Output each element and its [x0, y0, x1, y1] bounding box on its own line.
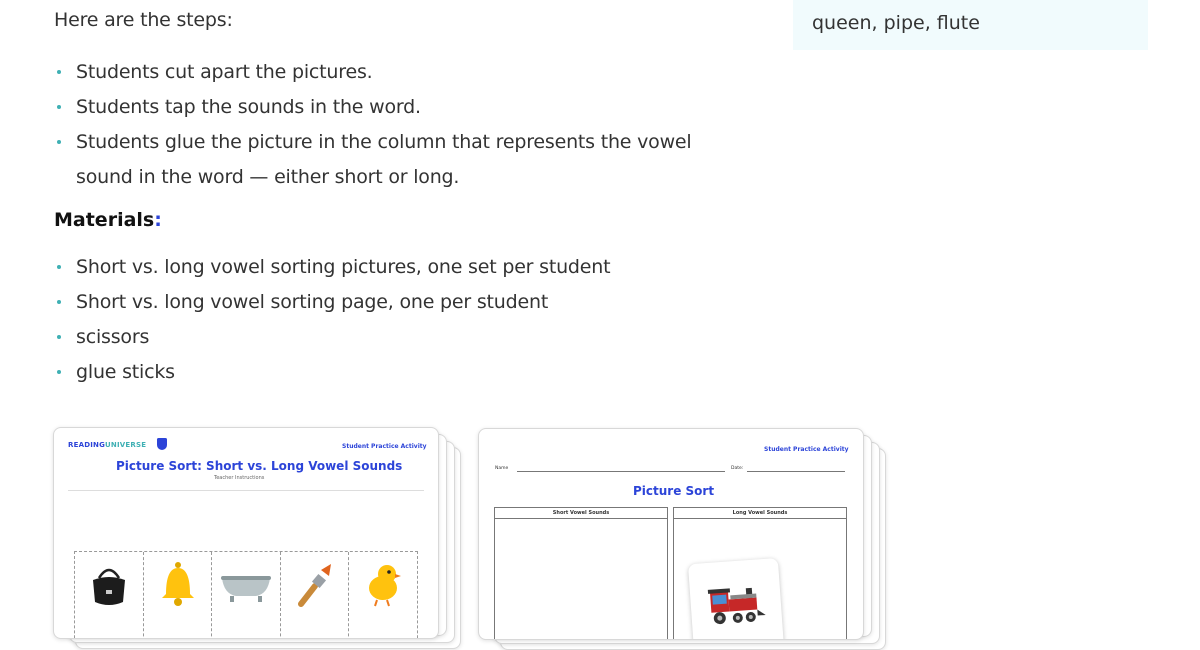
- steps-list: [54, 55, 754, 195]
- picture-grid: [74, 551, 418, 639]
- bullet-icon: [57, 370, 61, 374]
- list-item: scissors: [54, 320, 754, 355]
- intro-text: Here are the steps:: [54, 9, 233, 31]
- bullet-icon: [57, 265, 61, 269]
- shield-icon: [157, 438, 167, 450]
- word-list-box: queen, pipe, flute: [793, 0, 1148, 50]
- list-item: Students tap the sounds in the word.: [54, 90, 754, 125]
- bullet-icon: [57, 335, 61, 339]
- long-vowel-column: Long Vowel Sounds: [673, 507, 847, 640]
- activity-tag: Student Practice Activity: [342, 443, 427, 450]
- worksheet-thumbnail-teacher[interactable]: [53, 427, 473, 637]
- list-item: Students glue the picture in the column that represents the vowel sound in the word — either short or long.: [54, 125, 716, 195]
- list-item: Short vs. long vowel sorting pictures, one set per student: [54, 250, 754, 285]
- worksheet-thumbnail-student[interactable]: [478, 428, 898, 638]
- paintbrush-icon: [293, 560, 337, 608]
- worksheet-title: Picture Sort: [633, 484, 715, 498]
- bullet-icon: [57, 140, 61, 144]
- materials-list: [54, 250, 754, 390]
- bullet-icon: [57, 105, 61, 109]
- picture-card: [688, 558, 784, 640]
- short-vowel-column: Short Vowel Sounds: [494, 507, 668, 640]
- worksheet-subtitle: Teacher Instructions: [214, 475, 265, 481]
- date-label: Date:: [731, 466, 744, 471]
- bell-icon: [158, 560, 198, 608]
- reading-universe-logo: READINGUNIVERSE: [68, 441, 147, 449]
- list-item: glue sticks: [54, 355, 754, 390]
- list-item: Students cut apart the pictures.: [54, 55, 736, 90]
- materials-heading: Materials:: [54, 209, 162, 231]
- train-icon: [705, 581, 768, 629]
- activity-tag: Student Practice Activity: [764, 446, 849, 453]
- chick-icon: [363, 560, 403, 608]
- name-label: Name: [495, 466, 509, 471]
- bathtub-icon: [220, 566, 272, 606]
- bullet-icon: [57, 300, 61, 304]
- purse-icon: [89, 560, 129, 608]
- worksheet-title: Picture Sort: Short vs. Long Vowel Sounds: [116, 459, 403, 473]
- bullet-icon: [57, 70, 61, 74]
- list-item: Short vs. long vowel sorting page, one per student: [54, 285, 754, 320]
